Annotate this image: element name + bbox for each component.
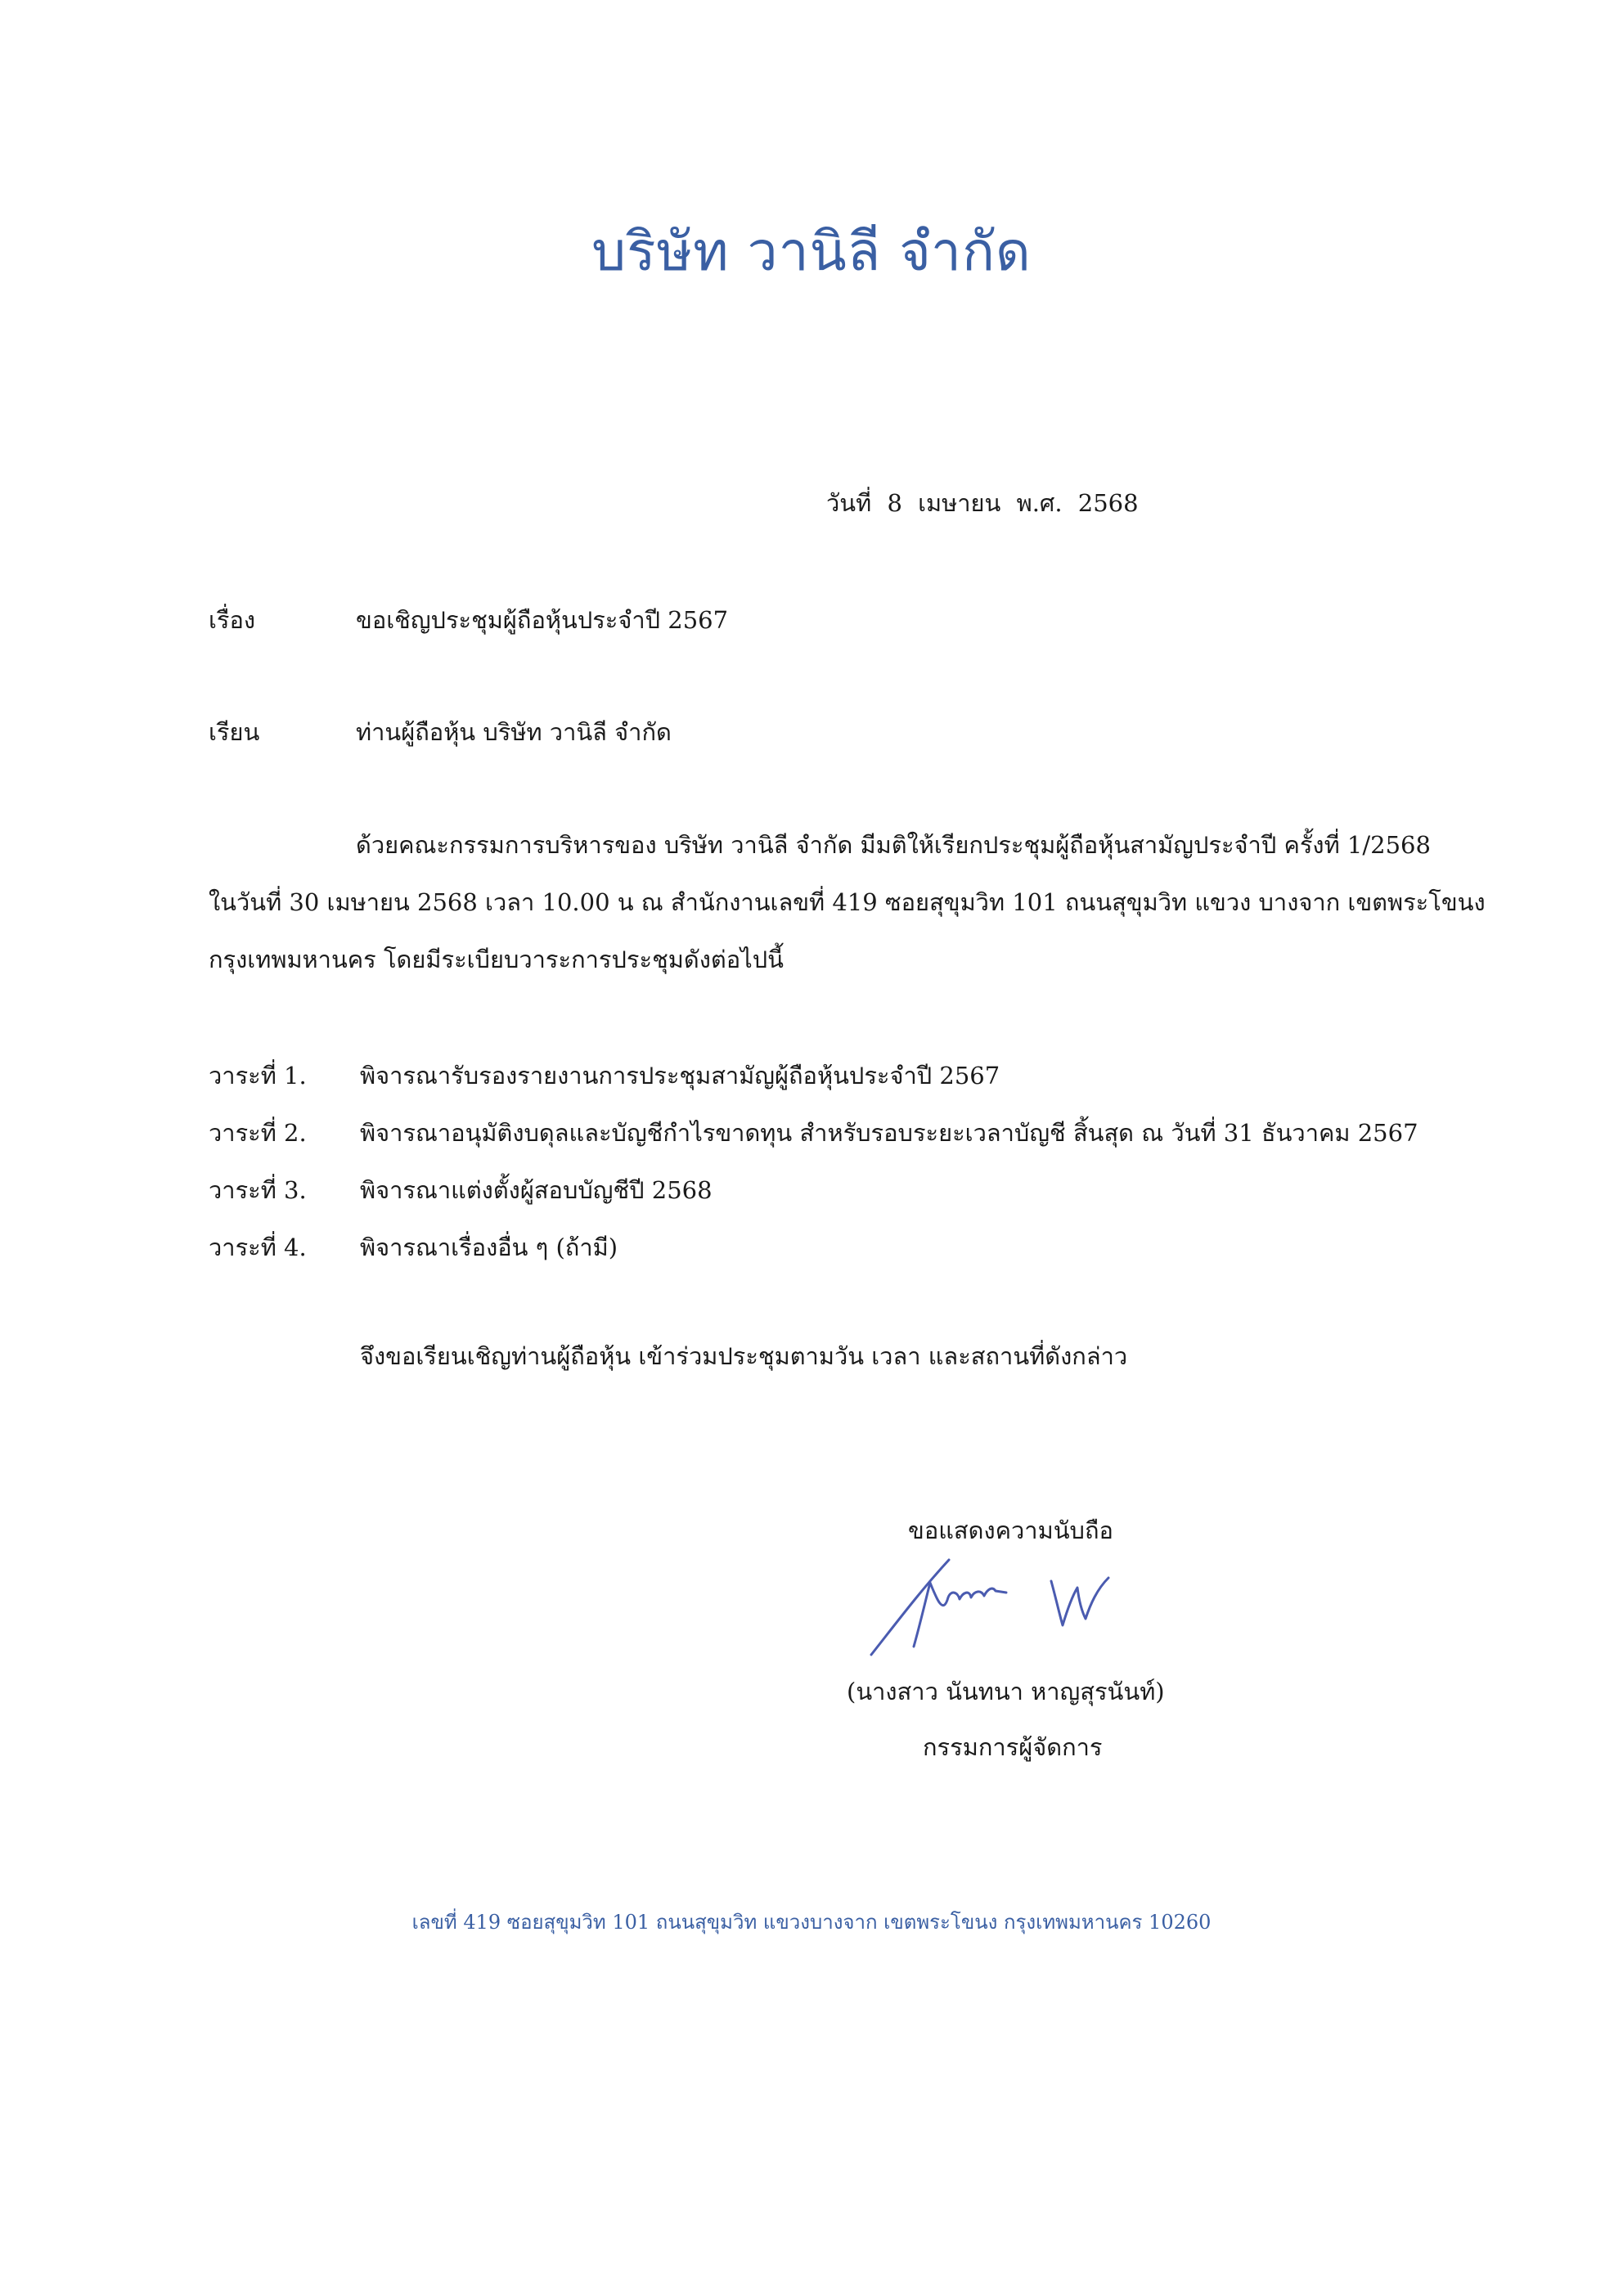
subject-value: ขอเชิญประชุมผู้ถือหุ้นประจำปี 2567 <box>356 606 729 634</box>
subject-label: เรื่อง <box>209 606 256 634</box>
body-line: กรุงเทพมหานคร โดยมีระเบียบวาระการประชุมดังต่อไปนี้ <box>209 946 784 973</box>
to-label: เรียน <box>209 718 260 746</box>
agenda-text: พิจารณาอนุมัติงบดุลและบัญชีกำไรขาดทุน สำหรับรอบระยะเวลาบัญชี สิ้นสุด ณ วันที่ 31 ธันวาคม 2567 <box>360 1119 1418 1147</box>
handwritten-signature <box>863 1550 1158 1665</box>
to-value: ท่านผู้ถือหุ้น บริษัท วานิลี จำกัด <box>356 718 672 746</box>
agenda-number: วาระที่ 3. <box>209 1176 307 1204</box>
agenda-number: วาระที่ 4. <box>209 1233 307 1261</box>
agenda-text: พิจารณาแต่งตั้งผู้สอบบัญชีปี 2568 <box>360 1176 713 1204</box>
agenda-number: วาระที่ 2. <box>209 1119 307 1147</box>
signer-name: (นางสาว นันทนา หาญสุรนันท์) <box>847 1678 1165 1705</box>
closing-sentence: จึงขอเรียนเชิญท่านผู้ถือหุ้น เข้าร่วมประชุมตามวัน เวลา และสถานที่ดังกล่าว <box>360 1342 1128 1370</box>
signer-position: กรรมการผู้จัดการ <box>923 1733 1103 1761</box>
agenda-number: วาระที่ 1. <box>209 1062 307 1090</box>
footer-address: เลขที่ 419 ซอยสุขุมวิท 101 ถนนสุขุมวิท แขวงบางจาก เขตพระโขนง กรุงเทพมหานคร 10260 <box>411 1911 1212 1934</box>
letter-date: วันที่ 8 เมษายน พ.ศ. 2568 <box>826 489 1139 517</box>
body-line: ด้วยคณะกรรมการบริหารของ บริษัท วานิลี จำกัด มีมติให้เรียกประชุมผู้ถือหุ้นสามัญประจำปี ครั้งที่ 1/2568 <box>356 831 1431 859</box>
agenda-text: พิจารณาเรื่องอื่น ๆ (ถ้ามี) <box>360 1233 618 1261</box>
body-line: ในวันที่ 30 เมษายน 2568 เวลา 10.00 น ณ สำนักงานเลขที่ 419 ซอยสุขุมวิท 101 ถนนสุขุมวิท แขวง บางจาก เขตพระโขนง <box>209 888 1486 916</box>
agenda-text: พิจารณารับรองรายงานการประชุมสามัญผู้ถือหุ้นประจำปี 2567 <box>360 1062 1000 1090</box>
company-letterhead: บริษัท วานิลี จำกัด <box>591 220 1032 283</box>
regards-line: ขอแสดงความนับถือ <box>908 1516 1113 1544</box>
